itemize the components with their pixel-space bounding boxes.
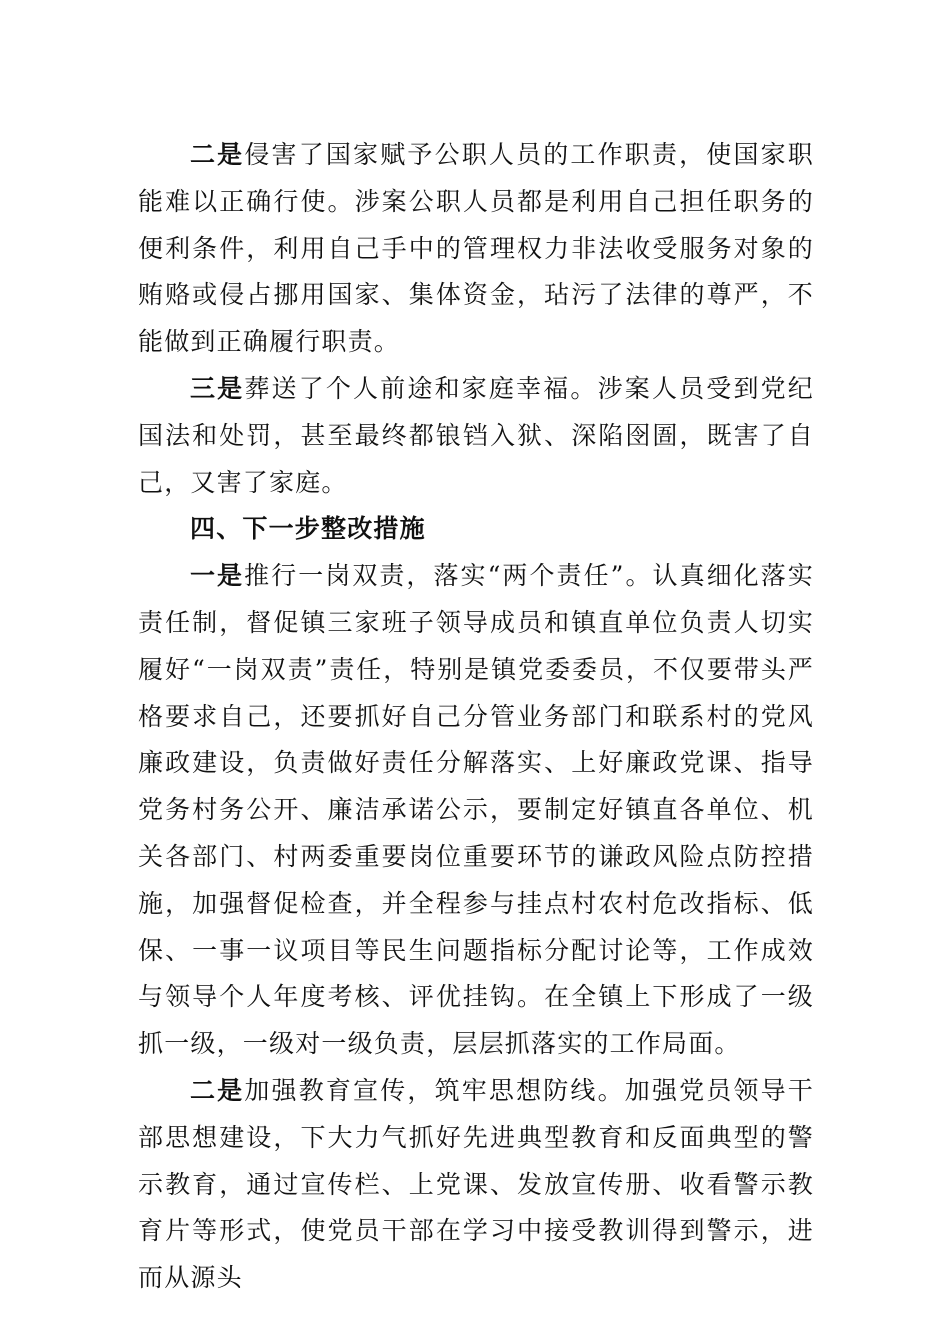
paragraph-point-two bbox=[138, 132, 814, 366]
measure-one bbox=[138, 553, 814, 1068]
section-heading: 四、下一步整改措施 bbox=[190, 514, 426, 544]
paragraph-lead: 三是 bbox=[190, 373, 245, 403]
paragraph-lead: 一是 bbox=[190, 561, 245, 591]
paragraph-point-three bbox=[138, 366, 814, 506]
paragraph-text: 推行一岗双责，落实“两个责任”。认真细化落实责任制，督促镇三家班子领导成员和镇直单位负责人切实履好“一岗双责”责任，特别是镇党委委员，不仅要带头严格要求自己，还要抓好自己分管业务部门和联系村的党风廉政建设，负责做好责任分解落实、上好廉政党课、指导党务村务公开、廉洁承诺公示，要制定好镇直各单位、机关各部门、村两委重要岗位重要环节的谦政风险点防控措施，加强督促检查，并全程参与挂点村农村危改指标、低保、一事一议项目等民生问题指标分配讨论等，工作成效与领导个人年度考核、评优挂钩。在全镇上下形成了一级抓一级，一级对一级负责，层层抓落实的工作局面。 bbox=[138, 561, 814, 1059]
measure-two bbox=[138, 1068, 814, 1302]
paragraph-text: 加强教育宣传，筑牢思想防线。加强党员领导干部思想建设，下大力气抓好先进典型教育和反面典型的警示教育，通过宣传栏、上党课、发放宣传册、收看警示教育片等形式，使党员干部在学习中接受教训得到警示，进而从源头 bbox=[138, 1075, 815, 1293]
paragraph-lead: 二是 bbox=[190, 1075, 245, 1105]
paragraph-text: 侵害了国家赋予公职人员的工作职责，使国家职能难以正确行使。涉案公职人员都是利用自己担任职务的便利条件，利用自己手中的管理权力非法收受服务对象的贿赂或侵占挪用国家、集体资金，玷污了法律的尊严，不能做到正确履行职责。 bbox=[138, 140, 815, 357]
document-body bbox=[138, 132, 814, 1302]
paragraph-text: 葬送了个人前途和家庭幸福。涉案人员受到党纪国法和处罚，甚至最终都锒铛入狱、深陷囹圄，既害了自己，又害了家庭。 bbox=[138, 373, 815, 497]
paragraph-lead: 二是 bbox=[190, 140, 245, 169]
